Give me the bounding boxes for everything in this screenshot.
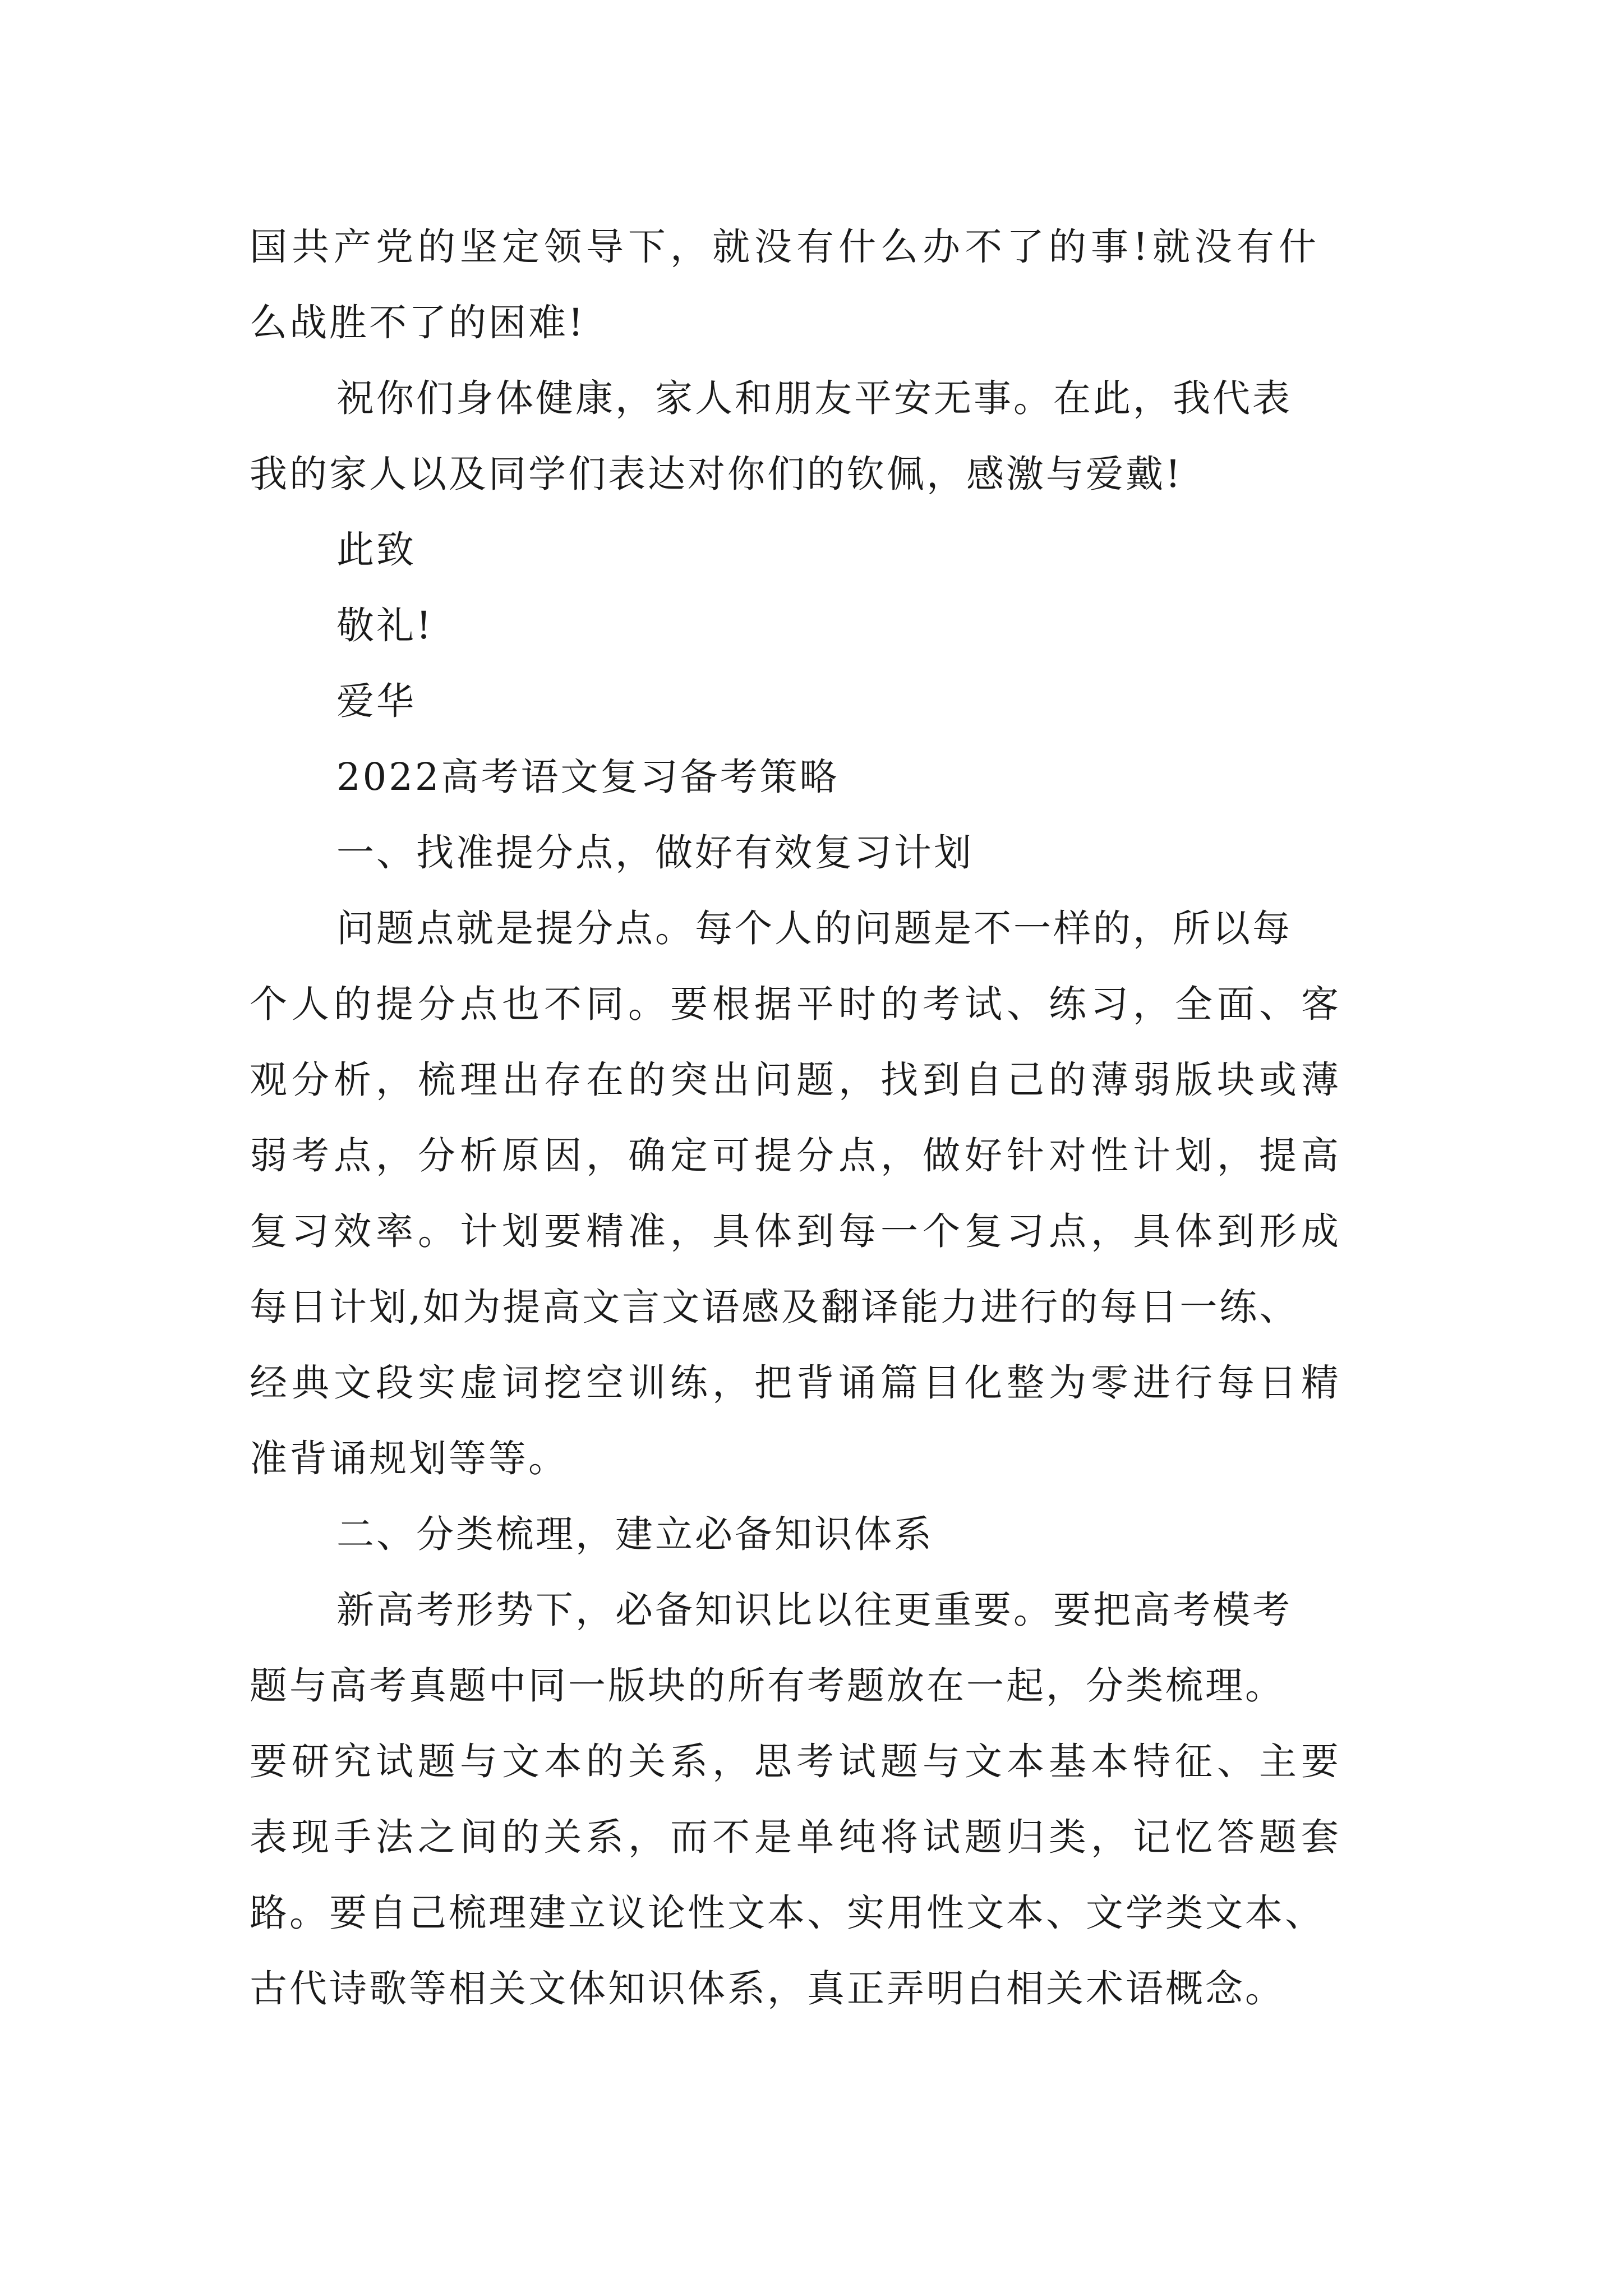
- section2-paragraph-line-5: 路。要自己梳理建立议论性文本、实用性文本、文学类文本、: [250, 1891, 1325, 1935]
- letter-signature: 爱华: [336, 679, 416, 723]
- section1-paragraph-line-4: 弱考点，分析原因，确定可提分点，做好针对性计划，提高: [250, 1134, 1343, 1177]
- article-title: 2022高考语文复习备考策略: [336, 755, 840, 799]
- section2-paragraph-line-6: 古代诗歌等相关文体知识体系，真正弄明白相关术语概念。: [250, 1967, 1285, 2010]
- letter-salutation-1: 此致: [336, 528, 416, 572]
- section2-paragraph-line-1: 新高考形势下，必备知识比以往更重要。要把高考模考: [336, 1588, 1292, 1632]
- letter-blessing-line-1: 祝你们身体健康，家人和朋友平安无事。在此，我代表: [336, 376, 1292, 420]
- section1-paragraph-line-3: 观分析，梳理出存在的突出问题，找到自己的薄弱版块或薄: [250, 1058, 1343, 1102]
- section1-paragraph-line-8: 准背诵规划等等。: [250, 1437, 568, 1480]
- section1-paragraph-line-6: 每日计划,如为提高文言文语感及翻译能力进行的每日一练、: [250, 1285, 1299, 1329]
- letter-closing-line-1: 国共产党的坚定领导下，就没有什么办不了的事!就没有什: [250, 225, 1321, 269]
- section2-paragraph-line-2: 题与高考真题中同一版块的所有考题放在一起，分类梳理。: [250, 1664, 1285, 1708]
- section1-paragraph-line-1: 问题点就是提分点。每个人的问题是不一样的，所以每: [336, 907, 1292, 950]
- section1-paragraph-line-7: 经典文段实虚词挖空训练，把背诵篇目化整为零进行每日精: [250, 1361, 1343, 1405]
- section2-paragraph-line-3: 要研究试题与文本的关系，思考试题与文本基本特征、主要: [250, 1740, 1343, 1783]
- section2-paragraph-line-4: 表现手法之间的关系，而不是单纯将试题归类，记忆答题套: [250, 1815, 1343, 1859]
- letter-blessing-line-2: 我的家人以及同学们表达对你们的钦佩，感激与爱戴!: [250, 452, 1183, 496]
- section2-heading: 二、分类梳理，建立必备知识体系: [336, 1512, 934, 1556]
- section1-paragraph-line-2: 个人的提分点也不同。要根据平时的考试、练习，全面、客: [250, 982, 1343, 1026]
- letter-salutation-2: 敬礼!: [336, 604, 434, 647]
- section1-heading: 一、找准提分点，做好有效复习计划: [336, 831, 974, 875]
- section1-paragraph-line-5: 复习效率。计划要精准，具体到每一个复习点，具体到形成: [250, 1209, 1343, 1253]
- letter-closing-line-2: 么战胜不了的困难!: [250, 301, 585, 344]
